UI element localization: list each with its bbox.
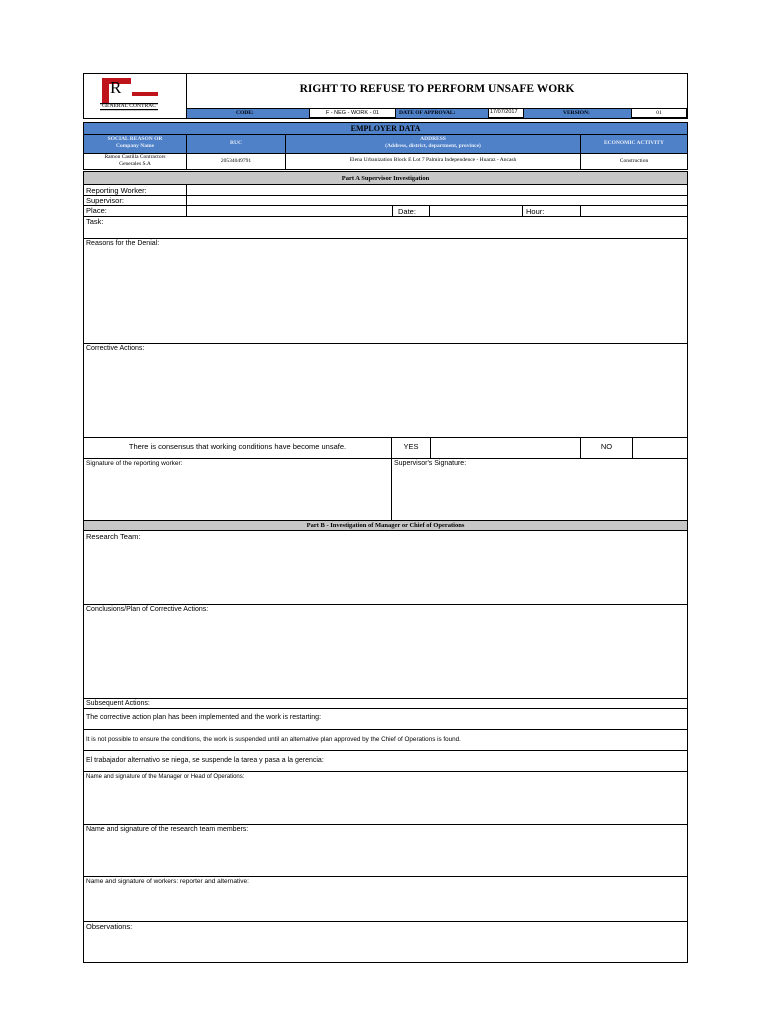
employer-ruc: 20534049791 — [220, 158, 252, 164]
form-title: RIGHT TO REFUSE TO PERFORM UNSAFE WORK — [299, 83, 575, 95]
part-b-bar: Part B - Investigation of Manager or Chief of Operations — [83, 520, 688, 531]
no-checkbox[interactable] — [633, 438, 687, 458]
company-logo — [96, 76, 162, 112]
employer-col-company: SOCIAL REASON OR Company Name — [107, 136, 163, 149]
conclusions-field[interactable] — [84, 615, 687, 697]
reporting-worker-field[interactable] — [186, 185, 687, 195]
yes-checkbox[interactable] — [431, 438, 580, 458]
research-team-field[interactable] — [84, 542, 687, 603]
reasons-label: Reasons for the Denial: — [86, 240, 160, 247]
employer-col-ruc: RUC — [230, 140, 242, 146]
work-suspended-option[interactable]: It is not possible to ensure the conditions, the work is suspended until an alternative plan approved by the Chief of Operations is found. — [86, 736, 461, 743]
reasons-field[interactable] — [84, 249, 687, 342]
code-label: CODE: — [236, 110, 254, 116]
hour-label: Hour: — [526, 207, 545, 216]
observations-field[interactable] — [84, 932, 687, 962]
supervisor-label: Supervisor: — [86, 196, 124, 205]
no-label: NO — [600, 442, 613, 451]
reporting-worker-label: Reporting Worker: — [86, 186, 147, 195]
worker-signature-label: Signature of the reporting worker: — [86, 460, 183, 467]
workers-signature-label: Name and signature of workers: reporter and alternative: — [86, 878, 249, 885]
conclusions-label: Conclusions/Plan of Corrective Actions: — [86, 606, 209, 613]
supervisor-field[interactable] — [186, 195, 687, 205]
manager-signature-label: Name and signature of the Manager or Head of Operations: — [86, 774, 245, 780]
version-label: VERSION: — [563, 110, 590, 116]
employer-company-name: Ramon Castilla Contractors Generales S.A — [104, 154, 166, 167]
consensus-statement: There is consensus that working conditions have become unsafe. — [128, 442, 347, 451]
approval-value: 17/07/2017 — [488, 108, 524, 118]
logo-letter: R — [110, 78, 122, 97]
task-label: Task: — [86, 217, 104, 226]
logo-caption: GENERAL CONTRAC — [101, 103, 157, 109]
worker-signature-field[interactable] — [84, 469, 391, 519]
employer-col-address: ADDRESS (Address, district, department, province) — [385, 136, 481, 149]
version-value: 01 — [631, 108, 687, 118]
alternative-worker-option[interactable]: El trabajador alternativo se niega, se suspende la tarea y pasa a la gerencia: — [86, 757, 324, 764]
supervisor-signature-label: Supervisor's Signature: — [394, 460, 467, 467]
approval-label: DATE OF APPROVAL: — [399, 110, 456, 116]
supervisor-signature-field[interactable] — [392, 469, 687, 519]
subsequent-actions-label: Subsequent Actions: — [86, 700, 150, 707]
corrective-actions-label: Corrective Actions: — [86, 345, 145, 352]
research-team-label: Research Team: — [86, 532, 141, 541]
manager-signature-field[interactable] — [84, 782, 687, 823]
date-field[interactable] — [429, 205, 522, 216]
observations-label: Observations: — [86, 922, 133, 931]
part-a-bar: Part A Supervisor Investigation — [83, 171, 688, 185]
employer-activity: Construction — [619, 158, 649, 164]
place-field[interactable] — [186, 205, 392, 216]
yes-label: YES — [403, 442, 419, 451]
employer-col-activity: ECONOMIC ACTIVITY — [603, 140, 665, 146]
employer-section-bar: EMPLOYER DATA — [83, 122, 688, 135]
employer-address: Elena Urbanization Block E Lot 7 Palmira Independence - Huaraz - Ancash — [349, 157, 517, 163]
plan-implemented-option[interactable]: The corrective action plan has been implemented and the work is restarting: — [86, 714, 322, 721]
place-label: Place: — [86, 206, 107, 215]
task-field[interactable] — [84, 217, 687, 238]
date-label: Date: — [398, 207, 416, 216]
team-signature-field[interactable] — [84, 835, 687, 875]
code-value: F - NEG - WORK - 01 — [309, 108, 396, 118]
workers-signature-field[interactable] — [84, 887, 687, 920]
hour-field[interactable] — [580, 205, 687, 216]
team-signature-label: Name and signature of the research team members: — [86, 826, 249, 833]
corrective-actions-field[interactable] — [84, 354, 687, 436]
